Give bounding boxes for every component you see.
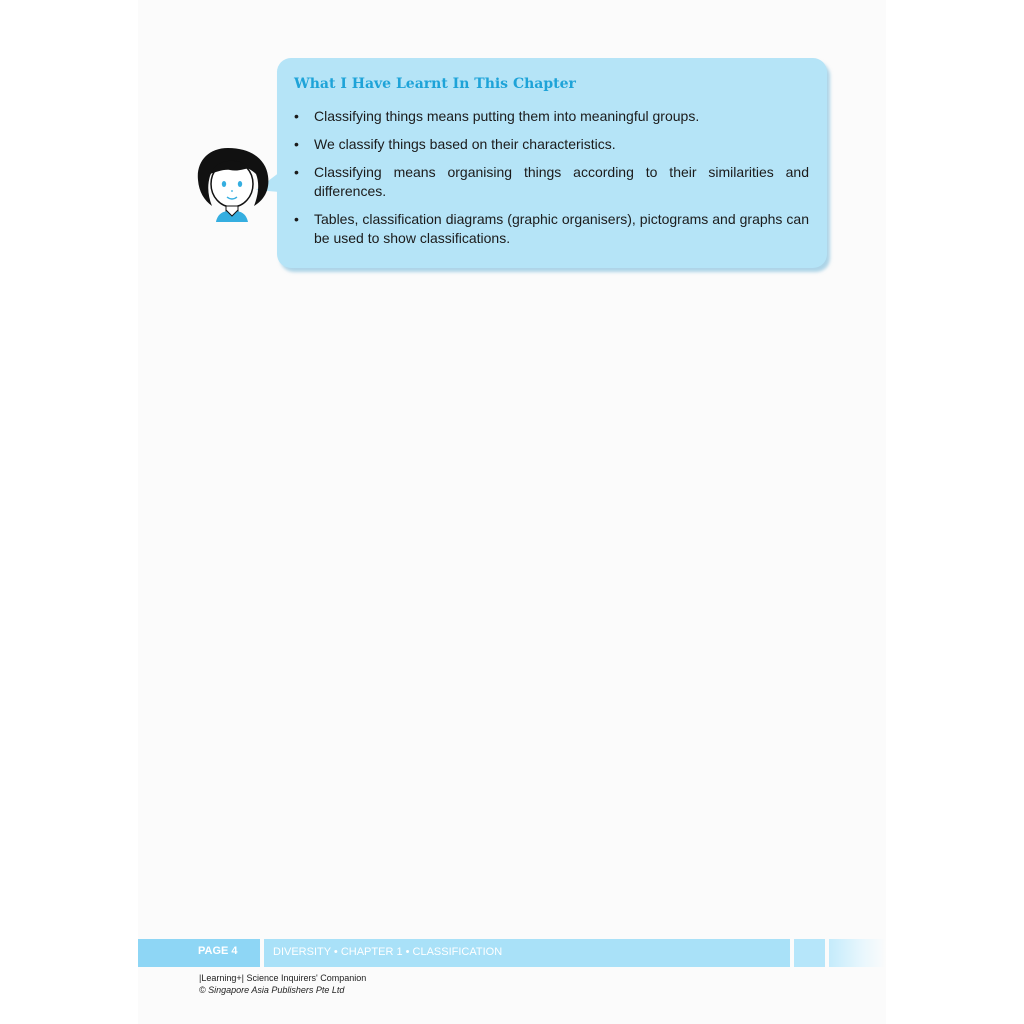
girl-character-icon [194, 146, 286, 224]
summary-point: Tables, classification diagrams (graphic organisers), pictograms and graphs can be used to show classifications. [314, 211, 809, 246]
footer-accent-block [794, 939, 825, 967]
list-item [294, 107, 809, 126]
page-number: PAGE 4 [198, 945, 238, 957]
footer-bar [138, 939, 886, 967]
summary-list [294, 107, 809, 257]
list-item [294, 210, 809, 248]
bullet-icon: • [294, 108, 299, 124]
publisher-credits [199, 972, 366, 996]
bullet-icon: • [294, 211, 299, 227]
summary-point: We classify things based on their characteristics. [314, 136, 616, 152]
footer-fade-block [829, 939, 886, 967]
bullet-icon: • [294, 136, 299, 152]
summary-title: What I Have Learnt In This Chapter [294, 76, 576, 92]
bullet-icon: • [294, 164, 299, 180]
chapter-cell [264, 939, 790, 967]
book-title: |Learning+| Science Inquirers' Companion [199, 973, 367, 983]
chapter-title: DIVERSITY • CHAPTER 1 • CLASSIFICATION [273, 946, 503, 958]
page-number-cell [138, 939, 260, 967]
list-item [294, 135, 809, 154]
list-item [294, 163, 809, 201]
summary-point: Classifying things means putting them into meaningful groups. [314, 108, 700, 124]
copyright-notice: © Singapore Asia Publishers Pte Ltd [199, 985, 345, 995]
summary-point: Classifying means organising things according to their similarities and differences. [314, 164, 809, 199]
